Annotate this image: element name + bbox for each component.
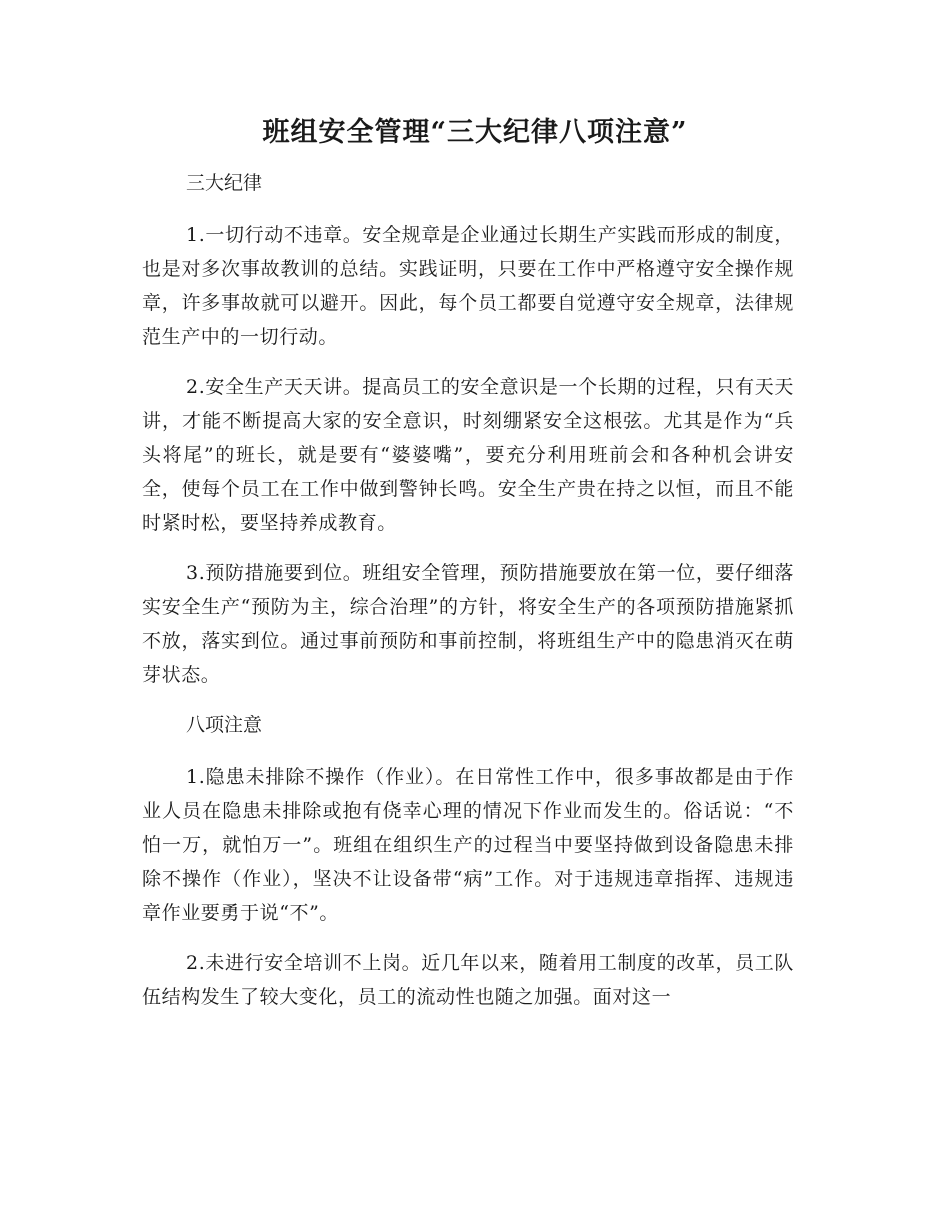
paragraph: 2.未进行安全培训不上岗。近几年以来，随着用工制度的改革，员工队伍结构发生了较大变化，员工的流动性也随之加强。面对这一 <box>142 952 794 1008</box>
paragraph: 1.一切行动不违章。安全规章是企业通过长期生产实践而形成的制度，也是对多次事故教训的总结。实践证明，只要在工作中严格遵守安全操作规章，许多事故就可以避开。因此，每个员工都要自觉遵守安全规章，法律规范生产中的一切行动。 <box>142 224 794 348</box>
paragraph: 2.安全生产天天讲。提高员工的安全意识是一个长期的过程，只有天天讲，才能不断提高大家的安全意识，时刻绷紧安全这根弦。尤其是作为“兵头将尾”的班长，就是要有“婆婆嘴”，要充分利用班前会和各种机会讲安全，使每个员工在工作中做到警钟长鸣。安全生产贵在持之以恒，而且不能时紧时松，要坚持养成教育。 <box>142 376 794 534</box>
paragraph: 1.隐患未排除不操作（作业）。在日常性工作中，很多事故都是由于作业人员在隐患未排除或抱有侥幸心理的情况下作业而发生的。俗话说：“不怕一万，就怕万一”。班组在组织生产的过程当中要坚持做到设备隐患未排除不操作（作业），坚决不让设备带“病”工作。对于违规违章指挥、违规违章作业要勇于说“不”。 <box>142 766 794 924</box>
document-title: 班组安全管理“三大纪律八项注意” <box>262 117 688 148</box>
section-heading-eight-points: 八项注意 <box>186 714 263 736</box>
document-body <box>142 166 794 1014</box>
section-heading-three-disciplines: 三大纪律 <box>186 172 263 194</box>
paragraph: 3.预防措施要到位。班组安全管理，预防措施要放在第一位，要仔细落实安全生产“预防为主，综合治理”的方针，将安全生产的各项预防措施紧抓不放，落实到位。通过事前预防和事前控制，将班组生产中的隐患消灭在萌芽状态。 <box>142 562 794 686</box>
